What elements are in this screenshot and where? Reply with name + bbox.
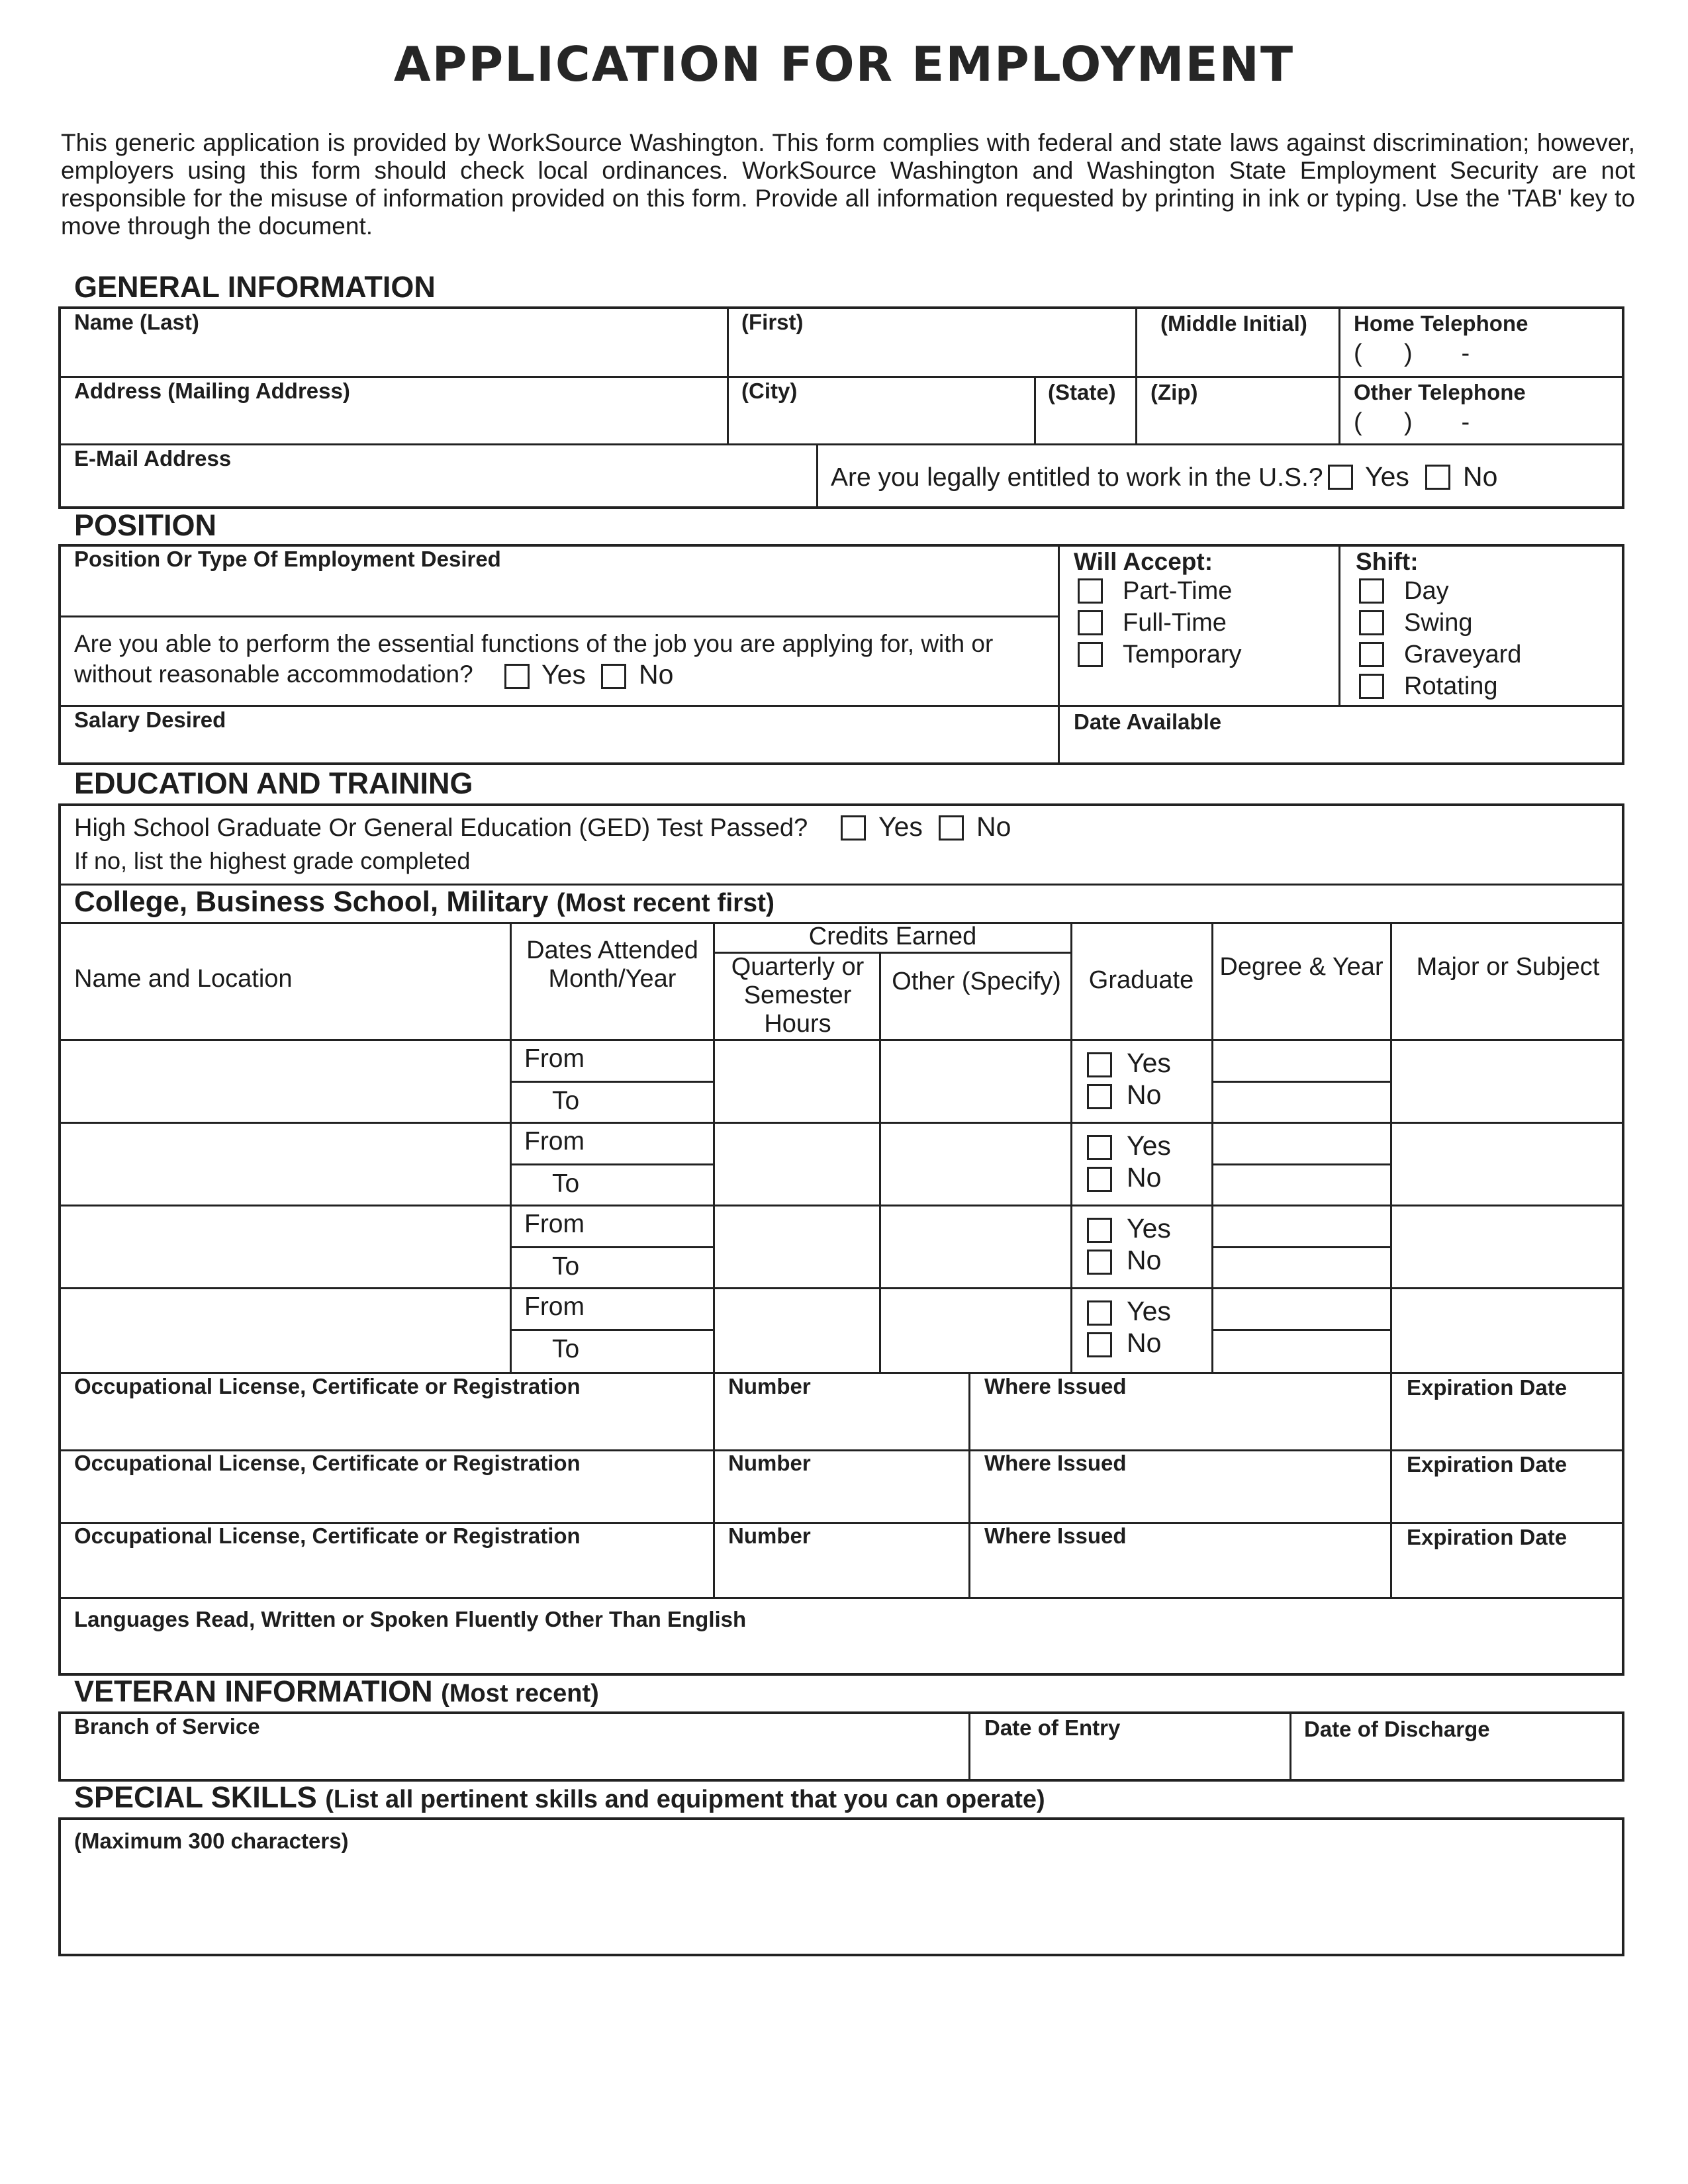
row4-from-field[interactable]: From [524,1293,585,1321]
row3-graduate-no-checkbox[interactable] [1087,1250,1112,1275]
row2-to-field[interactable]: To [552,1169,580,1198]
email-field[interactable]: E-Mail Address [74,446,232,471]
row3-from-field[interactable]: From [524,1210,585,1238]
row1-graduate-yes-checkbox[interactable] [1087,1052,1112,1077]
name-last-field[interactable]: Name (Last) [74,310,199,334]
shift-swing-label: Swing [1404,609,1473,637]
other-telephone-label: Other Telephone [1354,380,1526,404]
row4-graduate-yes-label: Yes [1127,1296,1171,1326]
high-school-question: High School Graduate Or General Education (GED) Test Passed? [74,814,808,842]
row3-graduate-yes-checkbox[interactable] [1087,1218,1112,1243]
essential-no-label: No [639,659,674,690]
shift-day-checkbox[interactable] [1359,578,1384,604]
part-time-checkbox[interactable] [1078,578,1103,604]
row3-graduate-yes-label: Yes [1127,1213,1171,1244]
legal-work-question: Are you legally entitled to work in the U.S.? [831,463,1323,492]
middle-initial-field[interactable]: (Middle Initial) [1160,311,1307,336]
will-accept-label: Will Accept: [1074,548,1213,575]
license1-number-field[interactable]: Number [728,1374,811,1398]
row1-graduate-no-label: No [1127,1079,1162,1110]
license2-number-field[interactable]: Number [728,1451,811,1475]
section-general-heading: GENERAL INFORMATION [74,270,436,304]
temporary-checkbox[interactable] [1078,642,1103,667]
col-graduate: Graduate [1088,966,1194,994]
row4-graduate-yes-checkbox[interactable] [1087,1300,1112,1326]
license2-field[interactable]: Occupational License, Certificate or Registration [74,1451,581,1475]
row2-graduate-no-checkbox[interactable] [1087,1167,1112,1192]
college-heading-text: College, Business School, Military [74,886,549,918]
col-degree-year: Degree & Year [1219,953,1383,981]
shift-swing-checkbox[interactable] [1359,610,1384,635]
section-position-heading: POSITION [74,508,217,542]
legal-yes-checkbox[interactable] [1328,465,1353,490]
col-name-location: Name and Location [74,965,293,993]
position-desired-field[interactable]: Position Or Type Of Employment Desired [74,547,501,571]
branch-of-service-field[interactable]: Branch of Service [74,1714,260,1739]
high-school-no-checkbox[interactable] [939,815,964,841]
license3-number-field[interactable]: Number [728,1524,811,1548]
languages-field[interactable]: Languages Read, Written or Spoken Fluently Other Than English [74,1607,747,1631]
veteran-heading-sub: (Most recent) [441,1680,599,1707]
full-time-checkbox[interactable] [1078,610,1103,635]
row3-graduate-no-label: No [1127,1245,1162,1275]
date-of-discharge-field[interactable]: Date of Discharge [1304,1717,1490,1741]
shift-graveyard-checkbox[interactable] [1359,642,1384,667]
essential-no-checkbox[interactable] [601,664,626,689]
col-credits-earned: Credits Earned [808,923,977,950]
home-telephone-field[interactable]: ( ) - [1354,340,1470,367]
row1-graduate-yes-label: Yes [1127,1048,1171,1078]
row4-graduate-no-checkbox[interactable] [1087,1332,1112,1357]
high-school-yes-checkbox[interactable] [841,815,866,841]
special-skills-field[interactable]: (Maximum 300 characters) [74,1829,349,1853]
license3-field[interactable]: Occupational License, Certificate or Registration [74,1524,581,1548]
license3-expiration-field[interactable]: Expiration Date [1407,1525,1568,1549]
col-major-subject: Major or Subject [1416,953,1600,981]
row1-from-field[interactable]: From [524,1044,585,1073]
row2-from-field[interactable]: From [524,1127,585,1156]
row4-to-field[interactable]: To [552,1335,580,1363]
date-available-field[interactable]: Date Available [1074,709,1222,734]
state-field[interactable]: (State) [1048,380,1116,404]
row2-graduate-no-label: No [1127,1162,1162,1193]
high-school-no-label: No [976,811,1011,842]
shift-rotating-label: Rotating [1404,672,1498,700]
first-name-field[interactable]: (First) [741,310,804,334]
row4-graduate-no-label: No [1127,1328,1162,1358]
row1-graduate-no-checkbox[interactable] [1087,1084,1112,1109]
salary-desired-field[interactable]: Salary Desired [74,707,226,732]
license1-field[interactable]: Occupational License, Certificate or Registration [74,1374,581,1398]
shift-rotating-checkbox[interactable] [1359,674,1384,699]
row2-graduate-yes-label: Yes [1127,1130,1171,1161]
essential-yes-label: Yes [541,659,586,690]
row3-to-field[interactable]: To [552,1252,580,1281]
other-telephone-field[interactable]: ( ) - [1354,408,1470,436]
section-veteran-heading: VETERAN INFORMATION [74,1674,433,1708]
col-other-specify: Other (Specify) [892,968,1061,995]
row2-graduate-yes-checkbox[interactable] [1087,1135,1112,1160]
license2-expiration-field[interactable]: Expiration Date [1407,1452,1568,1477]
col-dates-attended: Dates Attended Month/Year [526,936,698,993]
skills-heading-sub: (List all pertinent skills and equipment that you can operate) [325,1786,1045,1813]
city-field[interactable]: (City) [741,379,798,403]
zip-field[interactable]: (Zip) [1150,380,1198,404]
full-time-label: Full-Time [1123,609,1227,637]
college-heading [74,886,774,919]
col-quarterly-semester: Quarterly or Semester Hours [731,953,865,1038]
college-heading-sub: (Most recent first) [556,889,775,917]
section-skills-heading: SPECIAL SKILLS [74,1780,317,1814]
essential-functions-question-cont: without reasonable accommodation? [74,660,473,688]
shift-graveyard-label: Graveyard [1404,641,1522,668]
highest-grade-note[interactable]: If no, list the highest grade completed [74,847,471,874]
license2-where-issued-field[interactable]: Where Issued [984,1451,1127,1475]
high-school-yes-label: Yes [878,811,923,842]
shift-day-label: Day [1404,577,1449,605]
legal-yes-label: Yes [1365,461,1409,492]
section-education-heading: EDUCATION AND TRAINING [74,766,473,800]
page-title: APPLICATION FOR EMPLOYMENT [393,36,1295,92]
license1-where-issued-field[interactable]: Where Issued [984,1374,1127,1398]
date-of-entry-field[interactable]: Date of Entry [984,1715,1121,1740]
legal-no-label: No [1463,461,1498,492]
row1-to-field[interactable]: To [552,1087,580,1115]
temporary-label: Temporary [1123,641,1242,668]
essential-functions-question: Are you able to perform the essential functions of the job you are applying for, with or [74,630,994,657]
license3-where-issued-field[interactable]: Where Issued [984,1524,1127,1548]
essential-yes-checkbox[interactable] [504,664,530,689]
license1-expiration-field[interactable]: Expiration Date [1407,1375,1568,1400]
legal-no-checkbox[interactable] [1425,465,1450,490]
intro-paragraph: This generic application is provided by WorkSource Washington. This form complies with federal and state laws against discrimination; however, employers using this form should check local ordinances. WorkSource Washington and Washington State Employment Security are not responsible for the misuse of information provided on this form. Provide all information requested by printing in ink or typing. Use the 'TAB' key to move through the document. [61,129,1635,240]
home-telephone-label: Home Telephone [1354,311,1528,336]
part-time-label: Part-Time [1123,577,1233,605]
mailing-address-field[interactable]: Address (Mailing Address) [74,379,350,403]
shift-label: Shift: [1356,548,1419,575]
